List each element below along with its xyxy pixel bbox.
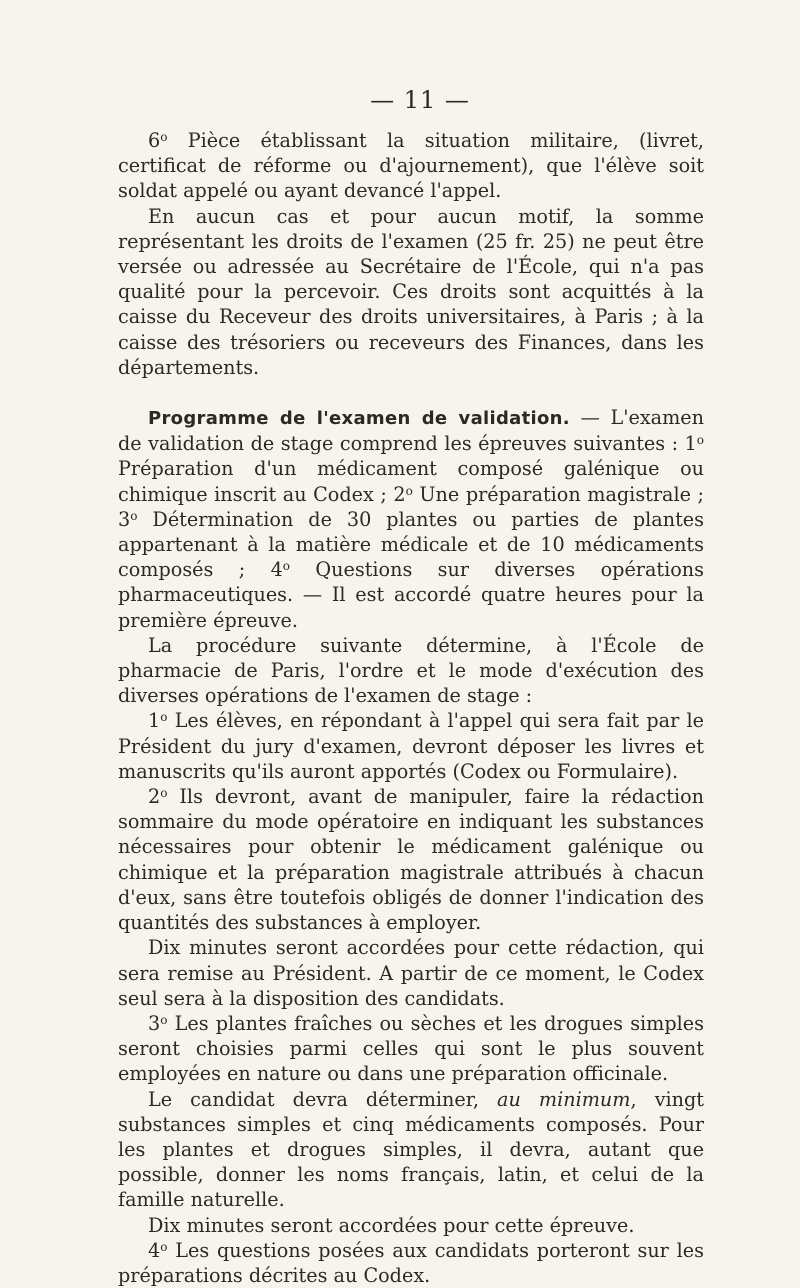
ordinal-marker: o: [160, 130, 168, 144]
paragraph-text: Les plantes fraîches ou sèches et les drogues simples seront choisies parmi celles qui sont le plus souvent employées en nature ou dans une préparation officinale.: [118, 1011, 704, 1086]
item-number: 1: [148, 709, 161, 733]
paragraph-item-3: [118, 1011, 704, 1087]
paragraph-text: — L'examen de validation de stage comprend les épreuves suivantes : 1: [118, 406, 704, 456]
paragraph-text: Une préparation magistrale ; 3: [118, 482, 704, 531]
item-number: 3: [148, 1011, 161, 1035]
paragraph-procedure: La procédure suivante détermine, à l'École de pharmacie de Paris, l'ordre et le mode d'exécution des diverses opérations de l'examen de stage :: [118, 633, 704, 708]
paragraph-ten-minutes-redaction: Dix minutes seront accordées pour cette rédaction, qui sera remise au Président. A partir de ce moment, le Codex seul sera à la disposition des candidats.: [118, 936, 704, 1010]
paragraph-programme: [118, 405, 704, 633]
paragraph-text: Le candidat devra déterminer,: [148, 1087, 498, 1111]
paragraph-text: Questions sur diverses opérations pharmaceutiques. — Il est accordé quatre heures pour la première épreuve.: [118, 558, 705, 632]
ordinal-marker: o: [405, 483, 413, 498]
paragraph-ten-minutes-test: Dix minutes seront accordées pour cette épreuve.: [148, 1213, 635, 1237]
paragraph-text: Préparation d'un médicament composé galénique ou chimique inscrit au Codex ; 2: [118, 457, 704, 506]
paragraph-text: Les questions posées aux candidats porteront sur les préparations décrites au Codex.: [118, 1238, 704, 1287]
item-number: 6: [148, 129, 161, 152]
ordinal-marker: o: [160, 1239, 168, 1254]
paragraph-text: Pièce établissant la situation militaire, (livret, certificat de réforme ou d'ajournement), que l'élève soit soldat appelé ou ayant devancé l'appel.: [118, 129, 704, 203]
ordinal-marker: o: [696, 433, 704, 448]
paragraph-text: , vingt substances simples et cinq médicaments composés. Pour les plantes et drogues simples, il devra, autant que possible, donner les noms français, latin, et celui de la famille naturelle.: [118, 1087, 705, 1212]
section-gap: [118, 380, 704, 405]
ordinal-marker: o: [160, 1012, 168, 1027]
ordinal-marker: o: [282, 559, 291, 574]
paragraph-item-2: [118, 784, 704, 935]
ordinal-marker: o: [160, 710, 168, 725]
paragraph-candidate-determination: [118, 1087, 704, 1213]
paragraph-text: Les élèves, en répondant à l'appel qui sera fait par le Président du jury d'examen, devront déposer les livres et manuscrits qu'ils auront apportés (Codex ou Formulaire).: [118, 709, 704, 783]
paragraph-item-4: [118, 1238, 704, 1288]
paragraph-item-1: [118, 708, 704, 784]
ordinal-marker: o: [160, 786, 168, 801]
italic-phrase: au minimum: [497, 1087, 631, 1111]
paragraph-item-6: [118, 128, 704, 204]
ordinal-marker: o: [130, 508, 138, 523]
page-number: — 11 —: [370, 86, 470, 114]
item-number: 4: [148, 1238, 161, 1262]
paragraph-text: Détermination de 30 plantes ou parties de plantes appartenant à la matière médicale et de 10 médicaments composés ; 4: [118, 507, 704, 582]
section-heading: Programme de l'examen de validation.: [148, 408, 570, 430]
paragraph-fees: En aucun cas et pour aucun motif, la somme représentant les droits de l'examen (25 fr. 25) ne peut être versée ou adressée au Secrétaire de l'École, qui n'a pas qualité pour la percevoir. Ces droits sont acquittés à la caisse du Receveur des droits universitaires, à Paris ; à la caisse des trésoriers ou receveurs des Finances, dans les départements.: [118, 204, 704, 379]
paragraph-text: Ils devront, avant de manipuler, faire la rédaction sommaire du mode opératoire en indiquant les substances nécessaires pour obtenir le médicament galénique ou chimique et la préparation magistrale attribués à chacun d'eux, sans être toutefois obligés de donner l'indication des quantités des substances à employer.: [118, 785, 704, 935]
item-number: 2: [148, 785, 161, 809]
